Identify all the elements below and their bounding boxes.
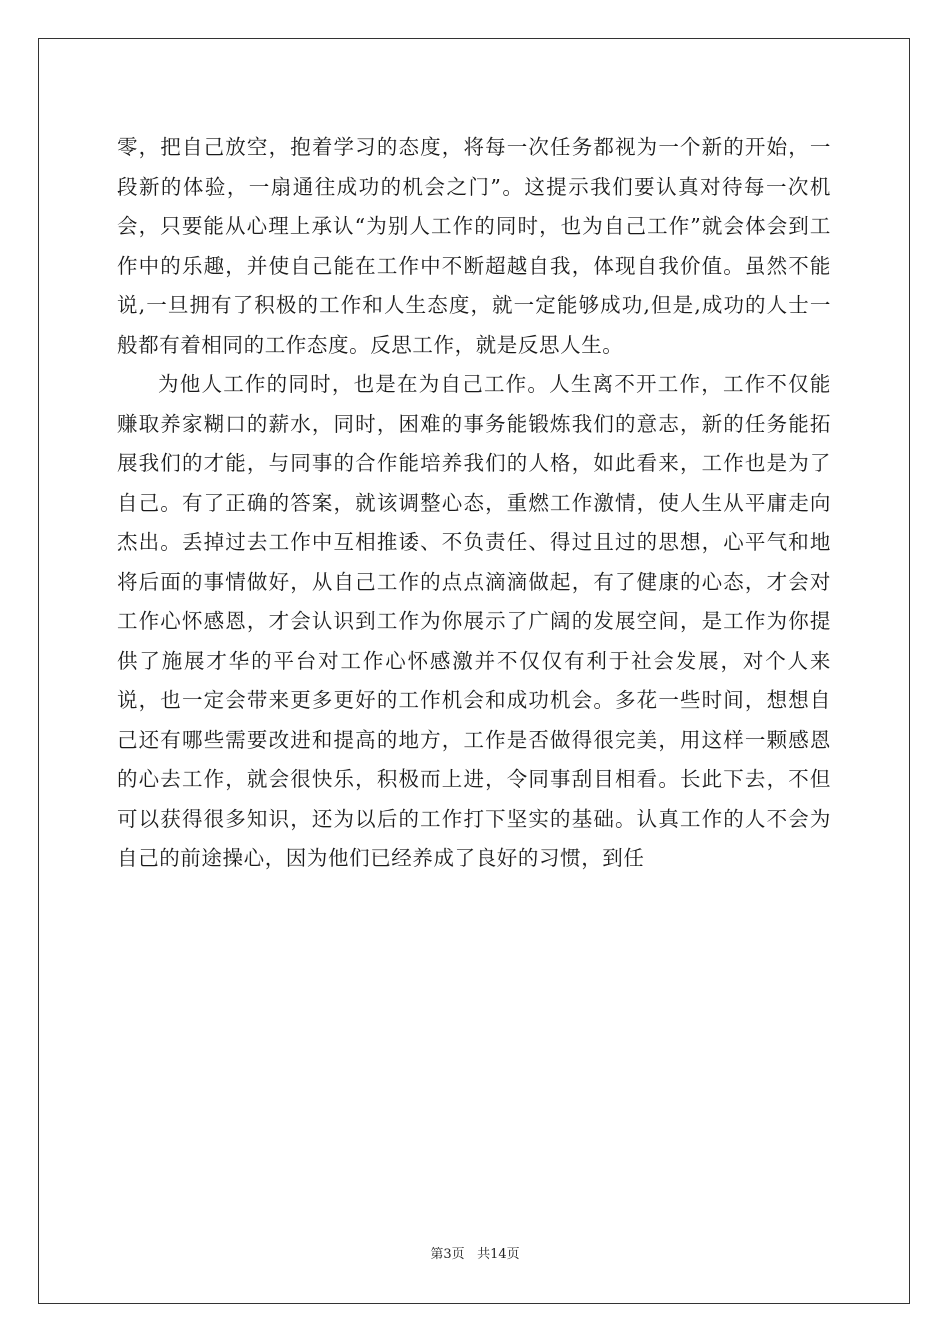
page-number: 第3页 bbox=[430, 1247, 465, 1262]
paragraph-2: 为他人工作的同时，也是在为自己工作。人生离不开工作，工作不仅能赚取养家糊口的薪水，同时，困难的事务能锻炼我们的意志，新的任务能拓展我们的才能，与同事的合作能培养我们的人格，如此看来，工作也是为了自己。有了正确的答案，就该调整心态，重燃工作激情，使人生从平庸走向杰出。丢掉过去工作中互相推诿、不负责任、得过且过的思想，心平气和地将后面的事情做好，从自己工作的点点滴滴做起，有了健康的心态，才会对工作心怀感恩，才会认识到工作为你展示了广阔的发展空间，是工作为你提供了施展才华的平台对工作心怀感激并不仅仅有利于社会发展，对个人来说，也一定会带来更多更好的工作机会和成功机会。多花一些时间，想想自己还有哪些需要改进和提高的地方，工作是否做得很完美，用这样一颗感恩的心去工作，就会很快乐，积极而上进，令同事刮目相看。长此下去，不但可以获得很多知识，还为以后的工作打下坚实的基础。认真工作的人不会为自己的前途操心，因为他们已经养成了良好的习惯，到任 bbox=[117, 372, 831, 870]
document-body bbox=[117, 128, 831, 879]
paragraph-1: 零，把自己放空，抱着学习的态度，将每一次任务都视为一个新的开始，一段新的体验，一扇通往成功的机会之门”。这提示我们要认真对待每一次机会，只要能从心理上承认“为别人工作的同时，也为自己工作”就会体会到工作中的乐趣，并使自己能在工作中不断超越自我，体现自我价值。虽然不能说,一旦拥有了积极的工作和人生态度，就一定能够成功,但是,成功的人士一般都有着相同的工作态度。反思工作，就是反思人生。 bbox=[117, 135, 831, 357]
page-footer bbox=[0, 1247, 950, 1263]
page-total: 共14页 bbox=[477, 1247, 520, 1262]
